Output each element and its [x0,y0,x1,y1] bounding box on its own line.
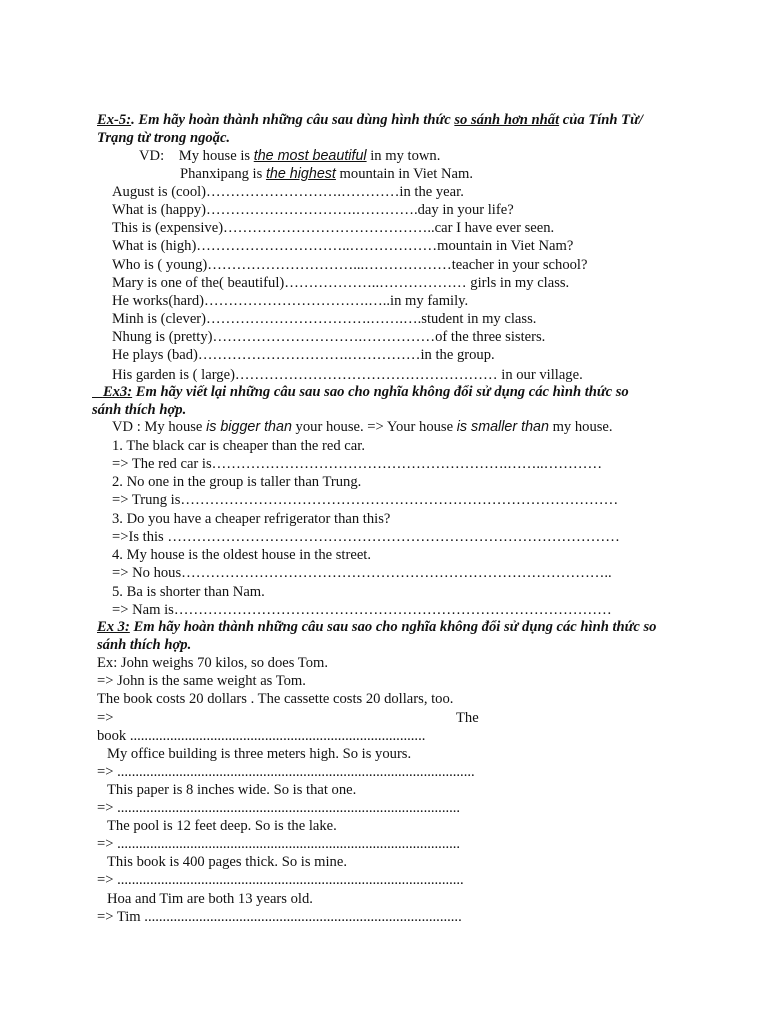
ex5-item: Who is ( young)…………………………...………………teacher in your school? [112,257,588,273]
ex3a-item: => The red car is…………………………………………………….……..………… [112,456,603,472]
ex3b-heading-label: Ex 3: [97,619,130,635]
ex3a-heading-line2: sánh thích hợp. [92,402,187,418]
ex3b-heading-text: Em hãy hoàn thành những câu sau sao cho nghĩa không đổi sử dụng các hình thức so [129,619,657,635]
ex5-example-1-post: in my town. [366,148,441,164]
ex5-item: Nhung is (pretty)………………………….……………of the three sisters. [112,329,546,345]
ex3a-example-emphasis-1: is bigger than [206,419,292,435]
ex5-item: Minh is (clever)…………………………….…….….student in my class. [112,311,537,327]
ex5-item: He works(hard)…………………………….…..in my family. [112,293,469,309]
ex5-example-1-pre: VD: My house is [139,148,254,164]
ex3b-line: => .................................................................................................. [97,764,475,780]
ex3b-line: => John is the same weight as Tom. [97,673,306,689]
ex3a-example-pre: VD : My house [112,419,207,435]
ex5-heading-label: Ex-5: [97,112,132,128]
ex5-example-2 [180,165,473,183]
ex3b-line: The pool is 12 feet deep. So is the lake. [107,818,337,834]
ex3a-example-emphasis-2: is smaller than [456,419,549,435]
ex3a-item: 1. The black car is cheaper than the red car. [112,438,365,454]
ex3b-line: The book costs 20 dollars . The cassette costs 20 dollars, too. [97,691,454,707]
ex5-heading-tail: của Tính Từ/ [559,112,643,128]
ex3a-item: 4. My house is the oldest house in the street. [112,547,372,563]
ex3b-heading [97,618,656,636]
ex3b-line: => Tim ....................................................................................... [97,909,462,925]
ex5-item: Mary is one of the( beautiful)………………..……………… girls in my class. [112,275,570,291]
ex5-item: What is (high)…………………………..………………mountain in Viet Nam? [112,238,574,254]
ex3a-item: => Nam is……………………………………………………………………………… [112,602,612,618]
ex3b-line: This paper is 8 inches wide. So is that one. [107,782,357,798]
ex3b-line: Ex: John weighs 70 kilos, so does Tom. [97,655,328,671]
ex3b-line: => ............................................................................................... [97,872,464,888]
ex3b-line: This book is 400 pages thick. So is mine. [107,854,347,870]
ex3a-example [112,418,613,436]
ex5-example-1 [139,147,440,165]
ex5-example-2-emphasis: the highest [265,166,336,182]
ex3a-item: => No hous…………………………………………………………………………….. [112,565,612,581]
ex3a-heading-text: Em hãy viết lại những câu sau sao cho nghĩa không đổi sử dụng các hình thức so [132,384,629,400]
ex5-heading-line2: Trạng từ trong ngoặc. [97,130,231,146]
ex5-item: His garden is ( large)……………………………………………… in our village. [112,367,583,383]
ex3a-item: => Trung is……………………………………………………………………………… [112,492,619,508]
ex3b-line: Hoa and Tim are both 13 years old. [107,891,313,907]
ex3a-item: 2. No one in the group is taller than Trung. [112,474,362,490]
ex5-example-2-post: mountain in Viet Nam. [335,166,473,182]
ex5-heading-underlined: so sánh hơn nhất [454,112,560,128]
ex5-item: What is (happy)………………………….………….day in your life? [112,202,514,218]
ex5-example-1-emphasis: the most beautiful [253,148,367,164]
ex3b-line: book ................................................................................. [97,728,426,744]
ex3a-item: 3. Do you have a cheaper refrigerator than this? [112,511,391,527]
ex5-item: He plays (bad)………………………….……………in the group. [112,347,495,363]
ex3b-line: => .............................................................................................. [97,836,461,852]
ex3b-line: The [456,710,479,726]
ex5-item: August is (cool)……………………….…………in the year. [112,184,464,200]
ex5-item: This is (expensive)……………………………………..car I have ever seen. [112,220,555,236]
ex3b-heading-line2: sánh thích hợp. [97,637,192,653]
ex3a-heading-label-text: Ex3: [102,384,133,400]
ex5-example-2-pre: Phanxipang is [180,166,266,182]
ex3a-example-post: my house. [548,419,613,435]
ex5-heading-text: . Em hãy hoàn thành những câu sau dùng hình thức [131,112,455,128]
ex3a-example-mid: your house. => Your house [291,419,457,435]
ex3b-line: => .............................................................................................. [97,800,461,816]
ex3b-line: My office building is three meters high. So is yours. [107,746,412,762]
ex3a-item: 5. Ba is shorter than Nam. [112,584,265,600]
ex3a-heading-label [92,384,132,400]
ex5-heading [97,111,643,129]
ex3b-line: => [97,710,114,726]
ex3a-heading [92,383,629,401]
ex3a-item: =>Is this ………………………………………………………………………………… [112,529,620,545]
